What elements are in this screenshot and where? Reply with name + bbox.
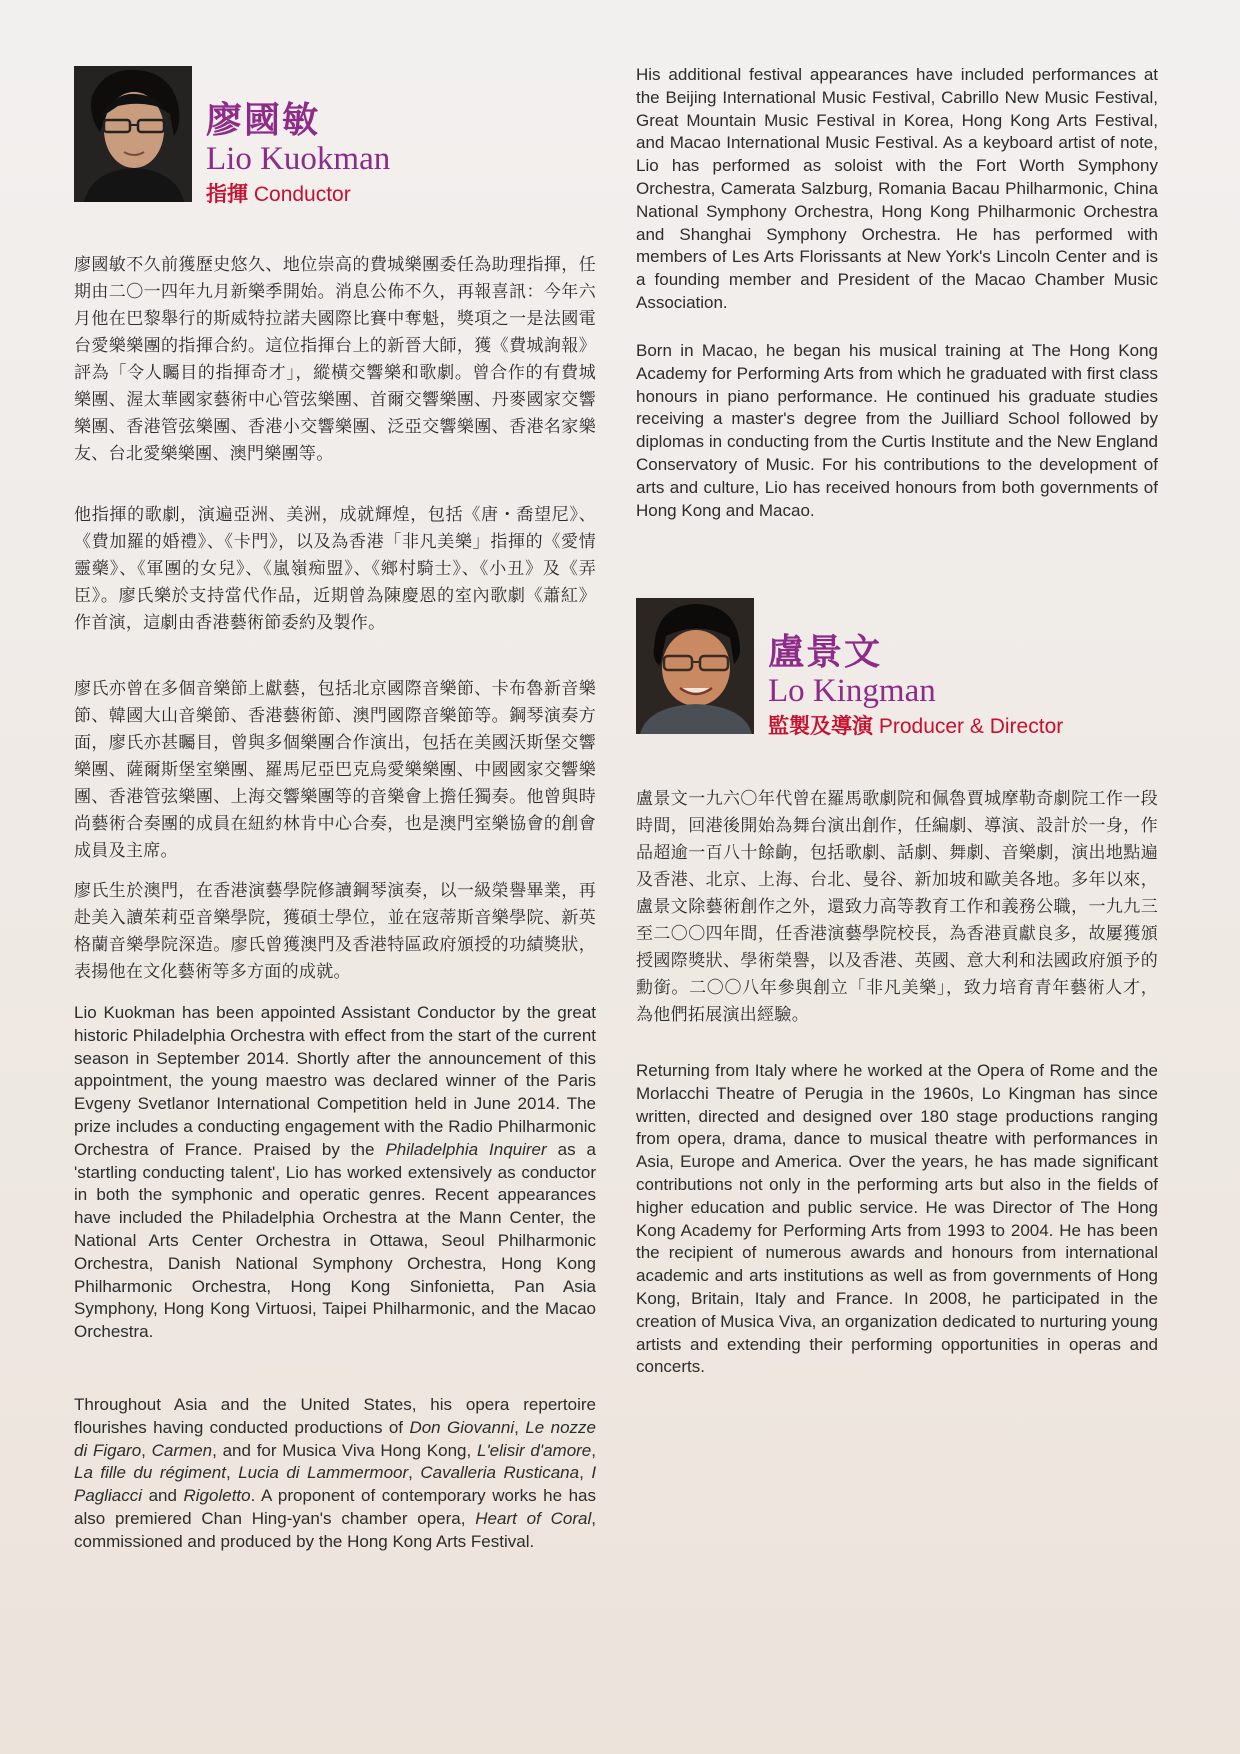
- lio-english-bio-p3: His additional festival appearances have included performances at the Beijing International Music Festival, Cabrillo New Music Festival, Great Mountain Music Festival in Korea, Hong Kong Arts Festival, and Macao International Music Festival. As a keyboard artist of note, Lio has performed as soloist with the Fort Worth Symphony Orchestra, Camerata Salzburg, Romania Bacau Philharmonic, China National Symphony Orchestra, Hong Kong Philharmonic Orchestra and Shanghai Symphony Orchestra. He has performed with members of Les Arts Florissants at New York's Lincoln Center and is a founding member and President of the Macao Chamber Music Association.: [636, 65, 1158, 312]
- lio-chinese-name: 廖國敏: [206, 100, 321, 141]
- lo-name-block: [768, 634, 1158, 740]
- lo-role-english: Producer & Director: [878, 715, 1064, 738]
- lio-role-english: Conductor: [253, 183, 351, 206]
- lio-role-chinese: 指揮: [206, 183, 248, 206]
- lio-chinese-bio-p2: 他指揮的歌劇，演遍亞洲、美洲，成就輝煌，包括《唐・喬望尼》、《費加羅的婚禮》、《卡門》，以及為香港「非凡美樂」指揮的《愛情靈藥》、《軍團的女兒》、《嵐嶺痴盟》、《鄉村騎士》、《小丑》及《弄臣》。廖氏樂於支持當代作品，近期曾為陳慶恩的室內歌劇《蕭紅》作首演，這劇由香港藝術節委約及製作。: [74, 505, 596, 633]
- lio-chinese-bio-p1: 廖國敏不久前獲歷史悠久、地位崇高的費城樂團委任為助理指揮，任期由二〇一四年九月新樂季開始。消息公佈不久，再報喜訊：今年六月他在巴黎舉行的斯威特拉諾夫國際比賽中奪魁，獎項之一是法國電台愛樂樂團的指揮合約。這位指揮台上的新晉大師，獲《費城詢報》評為「令人矚目的指揮奇才」，縱橫交響樂和歌劇。曾合作的有費城樂團、渥太華國家藝術中心管弦樂團、首爾交響樂團、丹麥國家交響樂團、香港管弦樂團、香港小交響樂團、泛亞交響樂團、香港名家樂友、台北愛樂樂團、澳門樂團等。: [74, 255, 596, 464]
- lo-portrait-photo: [636, 598, 754, 734]
- lio-english-bio-p2: Throughout Asia and the United States, his opera repertoire flourishes having conducted productions of Don Giovanni, Le nozze di Figaro, Carmen, and for Musica Viva Hong Kong, L'elisir d'amore, La fille du régiment, Lucia di Lammermoor, Cavalleria Rusticana, I Pagliacci and Rigoletto. A proponent of contemporary works he has also premiered Chan Hing-yan's chamber opera, Heart of Coral, commissioned and produced by the Hong Kong Arts Festival.: [74, 1395, 597, 1551]
- lo-chinese-bio-p1: 盧景文一九六〇年代曾在羅馬歌劇院和佩魯賈城摩勒奇劇院工作一段時間，回港後開始為舞台演出創作，任編劇、導演、設計於一身，作品超逾一百八十餘齣，包括歌劇、話劇、舞劇、音樂劇，演出地點遍及香港、北京、上海、台北、曼谷、新加坡和歐美各地。多年以來，盧景文除藝術創作之外，還致力高等教育工作和義務公職，一九九三至二〇〇四年間，任香港演藝學院校長，為香港貢獻良多，故屢獲頒授國際獎狀、學術榮譽，以及香港、英國、意大利和法國政府頒予的勳銜。二〇〇八年參與創立「非凡美樂」，致力培育青年藝術人才，為他們拓展演出經驗。: [636, 789, 1158, 1025]
- lio-portrait-photo: [74, 66, 192, 202]
- lo-english-name: Lo Kingman: [768, 673, 936, 709]
- lio-name-block: [206, 102, 596, 208]
- lio-english-bio-p1: Lio Kuokman has been appointed Assistant Conductor by the great historic Philadelphia Orchestra with effect from the start of the current season in September 2014. Shortly after the announcement of this appointment, the young maestro was declared winner of the Paris Evgeny Svetlanor International Competition held in June 2014. The prize includes a conducting engagement with the Radio Philharmonic Orchestra of France. Praised by the Philadelphia Inquirer as a 'startling conducting talent', Lio has worked extensively as conductor in both the symphonic and operatic genres. Recent appearances have included the Philadelphia Orchestra at the Mann Center, the National Arts Center Orchestra in Ottawa, Seoul Philharmonic Orchestra, Danish National Symphony Orchestra, Hong Kong Philharmonic Orchestra, Hong Kong Sinfonietta, Pan Asia Symphony, Hong Kong Virtuosi, Taipei Philharmonic, and the Macao Orchestra.: [74, 1003, 596, 1342]
- lo-role-chinese: 監製及導演: [768, 715, 873, 738]
- lio-english-bio-p4: Born in Macao, he began his musical training at The Hong Kong Academy for Performing Arts from which he graduated with first class honours in piano performance. He continued his graduate studies receiving a master's degree from the Juilliard School followed by diplomas in conducting from the Curtis Institute and the New England Conservatory of Music. For his contributions to the development of arts and culture, Lio has received honours from both governments of Hong Kong and Macao.: [636, 341, 1158, 520]
- lio-english-name: Lio Kuokman: [206, 141, 391, 177]
- lo-english-bio-p1: Returning from Italy where he worked at the Opera of Rome and the Morlacchi Theatre of Perugia in the 1960s, Lo Kingman has since written, directed and designed over 180 stage productions ranging from opera, drama, dance to musical theatre with performances in Asia, Europe and America. Over the years, he has made significant contributions not only in the performing arts but also in the fields of higher education and public service. He was Director of The Hong Kong Academy for Performing Arts from 1993 to 2004. He has been the recipient of numerous awards and honours from international academic and arts institutions as well as from governments of Hong Kong, Britain, Italy and France. In 2008, he participated in the creation of Musica Viva, an organization dedicated to nurturing young artists and extending their performing opportunities in operas and concerts.: [636, 1061, 1158, 1377]
- lio-role: [206, 182, 596, 208]
- lio-chinese-bio-p4: 廖氏生於澳門，在香港演藝學院修讀鋼琴演奏，以一級榮譽畢業，再赴美入讀茱莉亞音樂學院，獲碩士學位，並在寇蒂斯音樂學院、新英格蘭音樂學院深造。廖氏曾獲澳門及香港特區政府頒授的功績獎狀，表揚他在文化藝術等多方面的成就。: [74, 881, 596, 982]
- lio-profile-header: [74, 66, 596, 206]
- lo-profile-header: [636, 598, 1158, 738]
- lo-chinese-name: 盧景文: [768, 632, 883, 673]
- lo-role: [768, 714, 1158, 740]
- lio-chinese-bio-p3: 廖氏亦曾在多個音樂節上獻藝，包括北京國際音樂節、卡布魯新音樂節、韓國大山音樂節、香港藝術節、澳門國際音樂節等。鋼琴演奏方面，廖氏亦甚矚目，曾與多個樂團合作演出，包括在美國沃斯堡交響樂團、薩爾斯堡室樂團、羅馬尼亞巴克烏愛樂樂團、中國國家交響樂團、香港管弦樂團、上海交響樂團等的音樂會上擔任獨奏。他曾與時尚藝術合奏團的成員在紐約林肯中心合奏，也是澳門室樂協會的創會成員及主席。: [74, 679, 596, 861]
